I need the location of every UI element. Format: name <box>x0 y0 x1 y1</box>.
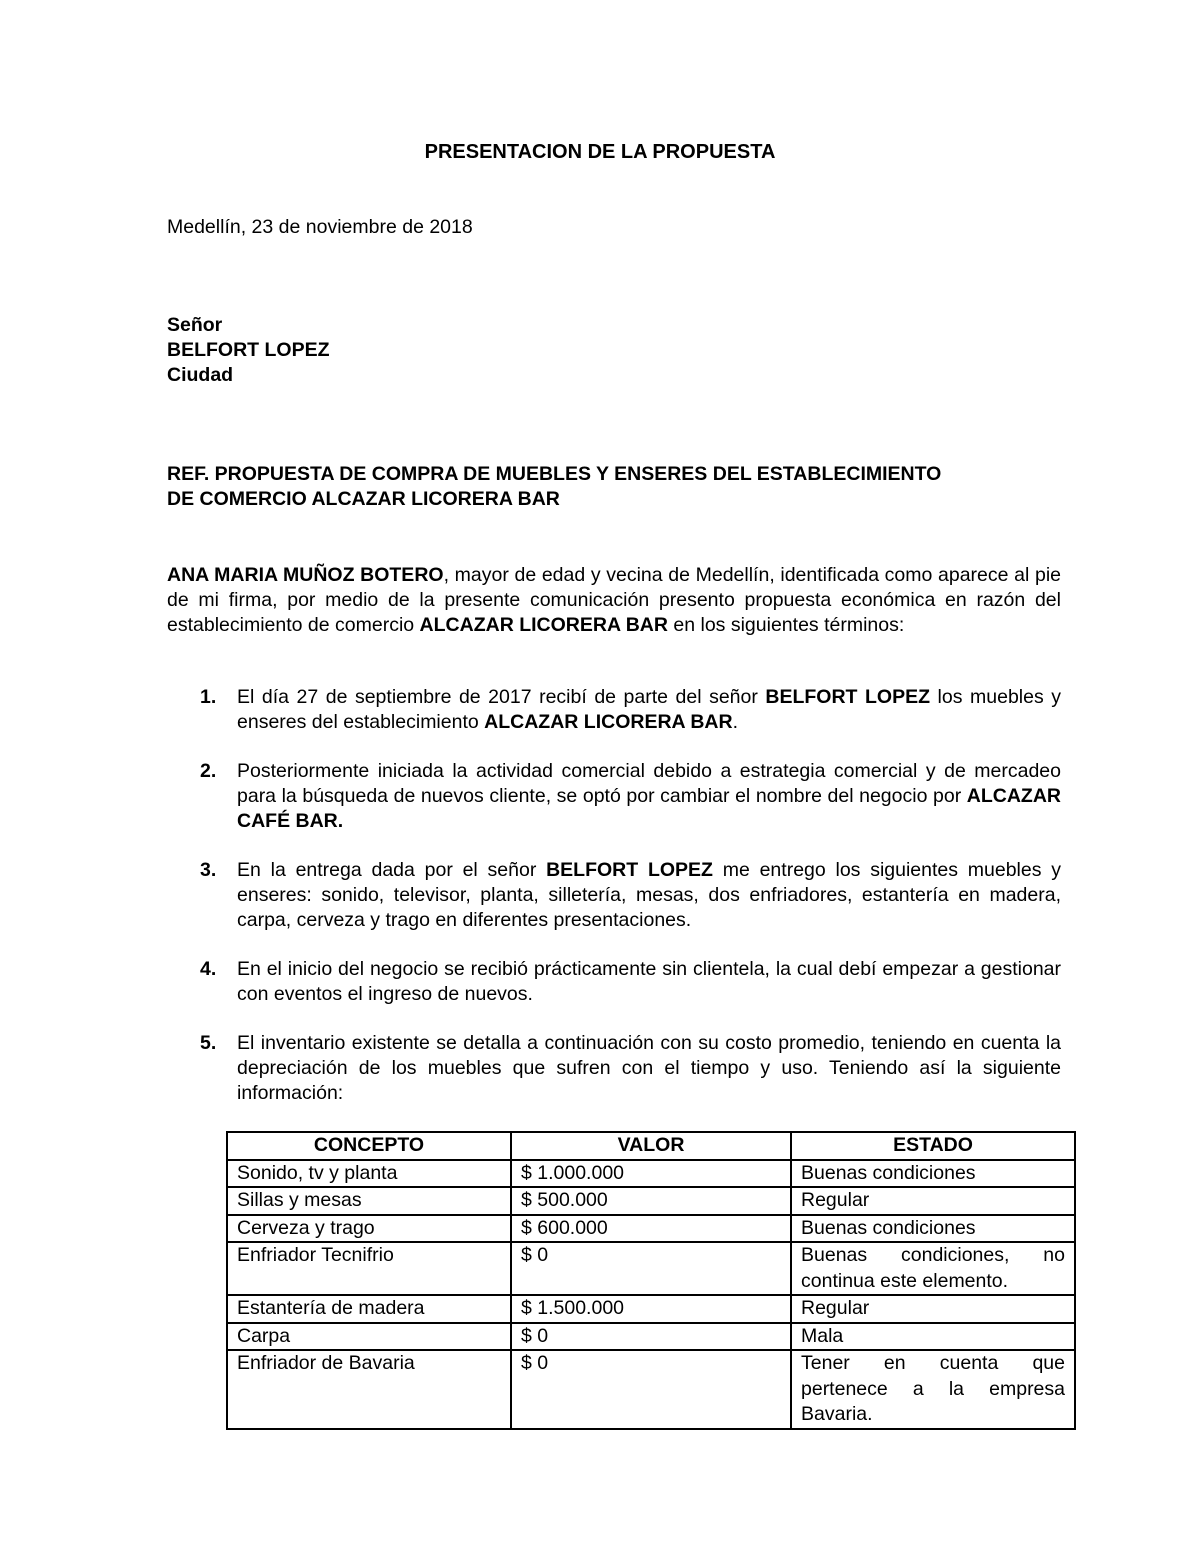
cell-concepto: Carpa <box>227 1323 511 1351</box>
list-item-number: 4. <box>200 958 217 980</box>
cell-concepto: Estantería de madera <box>227 1295 511 1323</box>
table-header-row <box>227 1132 1075 1160</box>
table-row <box>227 1160 1075 1188</box>
inventory-table <box>226 1131 1076 1430</box>
list-item-bold: BELFORT LOPEZ <box>765 686 931 708</box>
cell-valor: $ 600.000 <box>511 1215 791 1243</box>
recipient-city: Ciudad <box>167 364 234 386</box>
cell-valor: $ 1.500.000 <box>511 1295 791 1323</box>
cell-concepto: Cerveza y trago <box>227 1215 511 1243</box>
reference-block <box>167 462 1047 512</box>
intro-name: ANA MARIA MUÑOZ BOTERO <box>167 564 444 586</box>
list-item-bold: ALCAZAR CAFÉ BAR. <box>237 785 1061 832</box>
cell-concepto: Enfriador de Bavaria <box>227 1350 511 1429</box>
document-title: PRESENTACION DE LA PROPUESTA <box>424 141 776 163</box>
column-header-valor: VALOR <box>511 1132 791 1160</box>
recipient-block <box>167 313 330 388</box>
intro-paragraph <box>167 563 1061 638</box>
cell-concepto: Enfriador Tecnifrio <box>227 1242 511 1295</box>
list-item-text: El día 27 de septiembre de 2017 recibí de parte del señor <box>237 686 766 708</box>
table-row <box>227 1187 1075 1215</box>
table-row <box>227 1242 1075 1295</box>
cell-valor: $ 0 <box>511 1323 791 1351</box>
table-row <box>227 1295 1075 1323</box>
cell-valor: $ 0 <box>511 1350 791 1429</box>
list-item-text: En el inicio del negocio se recibió prácticamente sin clientela, la cual debí empezar a gestionar con eventos el ingreso de nuevos. <box>237 958 1061 1005</box>
column-header-estado: ESTADO <box>791 1132 1075 1160</box>
list-item-number: 5. <box>200 1032 217 1054</box>
cell-estado: Buenas condiciones <box>791 1215 1075 1243</box>
list-item-number: 3. <box>200 859 217 881</box>
list-item <box>167 957 1061 1007</box>
cell-concepto: Sonido, tv y planta <box>227 1160 511 1188</box>
cell-valor: $ 500.000 <box>511 1187 791 1215</box>
list-item <box>167 858 1061 933</box>
cell-estado: Buenas condiciones, no continua este elemento. <box>791 1242 1075 1295</box>
table-row <box>227 1215 1075 1243</box>
list-item-text: los muebles y enseres del establecimiento <box>237 686 1062 733</box>
reference-line-1: REF. PROPUESTA DE COMPRA DE MUEBLES Y ENSERES DEL ESTABLECIMIENTO <box>167 463 942 485</box>
list-item-bold: ALCAZAR LICORERA BAR <box>484 711 733 733</box>
list-item <box>167 685 1061 735</box>
list-item-text: . <box>732 711 738 733</box>
cell-estado: Regular <box>791 1187 1075 1215</box>
list-item-bold: BELFORT LOPEZ <box>546 859 713 881</box>
cell-valor: $ 0 <box>511 1242 791 1295</box>
cell-concepto: Sillas y mesas <box>227 1187 511 1215</box>
table-row <box>227 1350 1075 1429</box>
date-line: Medellín, 23 de noviembre de 2018 <box>167 216 473 238</box>
intro-establishment: ALCAZAR LICORERA BAR <box>419 614 668 636</box>
intro-text-2: en los siguientes términos: <box>667 614 905 636</box>
cell-valor: $ 1.000.000 <box>511 1160 791 1188</box>
list-item-text: En la entrega dada por el señor <box>237 859 547 881</box>
list-item <box>167 759 1061 834</box>
list-item <box>167 1031 1061 1106</box>
reference-line-2: DE COMERCIO ALCAZAR LICORERA BAR <box>167 488 560 510</box>
list-item-text: me entrego los siguientes muebles y enseres: sonido, televisor, planta, silletería, mesas, dos enfriadores, estantería en madera, carpa, cerveza y trago en diferentes presentaciones. <box>237 859 1062 931</box>
intro-text-1: , mayor de edad y vecina de Medellín, identificada como aparece al pie de mi firma, por medio de la presente comunicación presento propuesta económica en razón del establecimiento de comercio <box>167 564 1061 636</box>
cell-estado: Regular <box>791 1295 1075 1323</box>
recipient-salutation: Señor <box>167 314 223 336</box>
numbered-list <box>167 685 1061 1130</box>
list-item-text: El inventario existente se detalla a continuación con su costo promedio, teniendo en cuenta la depreciación de los muebles que sufren con el tiempo y uso. Teniendo así la siguiente información: <box>237 1032 1061 1104</box>
cell-estado: Mala <box>791 1323 1075 1351</box>
recipient-name: BELFORT LOPEZ <box>167 339 330 361</box>
list-item-number: 2. <box>200 760 217 782</box>
cell-estado: Buenas condiciones <box>791 1160 1075 1188</box>
table-row <box>227 1323 1075 1351</box>
list-item-number: 1. <box>200 686 217 708</box>
cell-estado: Tener en cuenta que pertenece a la empresa Bavaria. <box>791 1350 1075 1429</box>
column-header-concepto: CONCEPTO <box>227 1132 511 1160</box>
list-item-text: Posteriormente iniciada la actividad comercial debido a estrategia comercial y de mercadeo para la búsqueda de nuevos cliente, se optó por cambiar el nombre del negocio por <box>237 760 1061 807</box>
